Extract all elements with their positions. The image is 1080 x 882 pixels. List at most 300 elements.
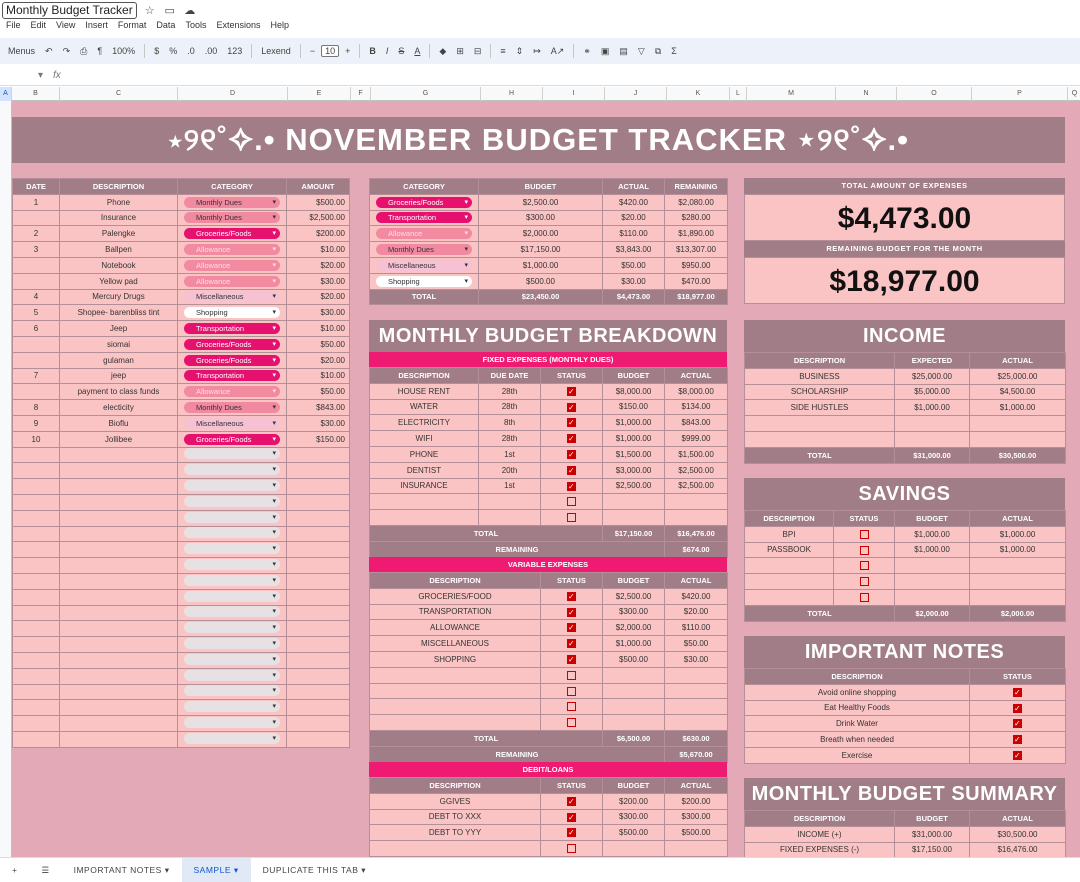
align-icon[interactable]: ≡ — [500, 46, 506, 56]
category-cell — [178, 415, 287, 431]
checked-checkbox[interactable] — [1013, 719, 1022, 728]
filter-icon[interactable]: ▽ — [637, 45, 645, 56]
menu-insert[interactable]: Insert — [85, 20, 108, 30]
category-dropdown[interactable] — [184, 717, 280, 728]
menu-edit[interactable]: Edit — [30, 20, 47, 30]
checked-checkbox[interactable] — [567, 608, 576, 617]
description-cell — [370, 841, 541, 857]
italic-icon[interactable]: I — [385, 46, 389, 56]
note-cell: Breath when needed — [745, 732, 970, 748]
date-cell — [13, 384, 60, 400]
actual-cell — [665, 494, 728, 510]
budget-cell: $1,500.00 — [603, 446, 665, 462]
due-date-cell: 1st — [479, 446, 541, 462]
category-cell — [178, 605, 287, 621]
checked-checkbox[interactable] — [567, 418, 576, 427]
date-cell — [13, 700, 60, 716]
remaining-cell: $470.00 — [665, 273, 728, 289]
variable-expenses-label: VARIABLE EXPENSES — [369, 557, 727, 572]
budget-cell: $300.00 — [603, 604, 665, 620]
description-cell: jeep — [60, 368, 178, 384]
strikethrough-icon[interactable]: S — [398, 46, 405, 56]
increase-font-icon[interactable]: + — [345, 46, 351, 56]
budget-cell — [603, 699, 665, 715]
column-header-b[interactable]: B — [12, 87, 60, 101]
table-row — [745, 416, 1066, 432]
filter-views-icon[interactable]: ⧉ — [654, 45, 662, 56]
category-dropdown[interactable] — [184, 543, 280, 554]
functions-icon[interactable]: Σ — [671, 46, 677, 56]
category-dropdown[interactable] — [184, 575, 280, 586]
amount-cell — [287, 652, 350, 668]
due-date-cell: 28th — [479, 431, 541, 447]
category-dropdown[interactable] — [184, 685, 280, 696]
table-row — [745, 842, 1066, 857]
table-row — [370, 841, 728, 857]
category-dropdown[interactable] — [184, 606, 280, 617]
table-row — [13, 684, 350, 700]
table-row — [370, 399, 728, 415]
add-sheet-icon[interactable]: + — [12, 864, 18, 875]
checked-checkbox[interactable] — [567, 450, 576, 459]
column-header-q[interactable]: Q — [1068, 87, 1080, 101]
table-row — [370, 478, 728, 494]
document-title[interactable]: Monthly Budget Tracker — [2, 2, 137, 19]
folder-icon[interactable]: ▭ — [164, 4, 175, 17]
column-header-e[interactable]: E — [288, 87, 351, 101]
category-dropdown[interactable]: Transportation ▾ — [184, 323, 280, 334]
table-row — [370, 194, 728, 210]
bold-icon[interactable]: B — [369, 46, 376, 56]
column-header-cell: DESCRIPTION — [745, 669, 970, 685]
description-cell — [60, 637, 178, 653]
table-row — [370, 793, 728, 809]
zoom-select[interactable]: 100% — [112, 46, 136, 56]
font-size-input[interactable]: 10 — [321, 45, 339, 57]
budget-cell: $500.00 — [479, 273, 603, 289]
category-dropdown[interactable]: Allowance ▾ — [184, 244, 280, 255]
category-dropdown[interactable]: Allowance ▾ — [184, 276, 280, 287]
category-dropdown[interactable]: Allowance ▾ — [376, 228, 472, 239]
actual-cell: $200.00 — [665, 793, 728, 809]
column-header-cell: ACTUAL — [970, 511, 1066, 527]
checked-checkbox[interactable] — [567, 639, 576, 648]
menu-extensions[interactable]: Extensions — [216, 20, 261, 30]
budget-cell: $2,000.00 — [479, 226, 603, 242]
actual-cell: $25,000.00 — [970, 368, 1066, 384]
table-row — [370, 651, 728, 667]
status-cell — [541, 431, 603, 447]
tab-sample[interactable]: SAMPLE ▾ — [182, 858, 251, 882]
category-dropdown[interactable] — [184, 670, 280, 681]
total-cell: TOTAL — [370, 289, 479, 305]
description-cell — [60, 447, 178, 463]
all-sheets-icon[interactable]: ☰ — [41, 864, 50, 875]
category-cell — [178, 368, 287, 384]
merge-cells-icon[interactable]: ⊟ — [473, 45, 482, 56]
column-header-a[interactable]: A — [0, 87, 12, 101]
category-dropdown[interactable]: Monthly Dues ▾ — [184, 402, 280, 413]
amount-cell — [287, 637, 350, 653]
category-cell — [178, 542, 287, 558]
table-row — [13, 336, 350, 352]
actual-cell — [970, 416, 1066, 432]
category-dropdown[interactable]: Transportation ▾ — [184, 370, 280, 381]
category-dropdown[interactable]: Groceries/Foods ▾ — [376, 197, 472, 208]
status-cell — [541, 604, 603, 620]
unchecked-checkbox[interactable] — [567, 718, 576, 727]
table-row — [13, 700, 350, 716]
description-cell — [60, 494, 178, 510]
status-cell — [541, 399, 603, 415]
column-header-cell: DESCRIPTION — [745, 811, 895, 827]
amount-cell: $150.00 — [287, 431, 350, 447]
description-cell: DENTIST — [370, 462, 479, 478]
notes-title: IMPORTANT NOTES — [744, 636, 1065, 668]
description-cell: MISCELLANEOUS — [370, 636, 541, 652]
budget-cell — [895, 574, 970, 590]
unchecked-checkbox[interactable] — [567, 702, 576, 711]
checked-checkbox[interactable] — [1013, 735, 1022, 744]
category-dropdown[interactable] — [184, 733, 280, 744]
actual-cell — [970, 558, 1066, 574]
column-header-cell: CATEGORY — [178, 179, 287, 195]
column-header-p[interactable]: P — [972, 87, 1068, 101]
description-cell — [745, 431, 895, 447]
redo-icon[interactable]: ↷ — [62, 45, 71, 56]
actual-cell: $1,000.00 — [970, 400, 1066, 416]
table-row — [745, 558, 1066, 574]
total-cell: $630.00 — [665, 730, 728, 746]
table-row — [370, 510, 728, 526]
column-header-n[interactable]: N — [836, 87, 897, 101]
date-cell — [13, 605, 60, 621]
font-select[interactable]: Lexend — [261, 46, 291, 56]
decrease-font-icon[interactable]: − — [309, 46, 316, 56]
category-dropdown[interactable]: Allowance ▾ — [184, 386, 280, 397]
menu-file[interactable]: File — [6, 20, 21, 30]
expected-cell: $5,000.00 — [895, 384, 970, 400]
date-cell — [13, 589, 60, 605]
checked-checkbox[interactable] — [567, 482, 576, 491]
total-cell: $17,150.00 — [603, 525, 665, 541]
table-row — [745, 684, 1066, 700]
description-cell: electicity — [60, 400, 178, 416]
menu-tools[interactable]: Tools — [185, 20, 207, 30]
status-cell — [541, 809, 603, 825]
column-header-cell: DESCRIPTION — [370, 778, 541, 794]
category-dropdown[interactable]: Allowance ▾ — [184, 260, 280, 271]
category-dropdown[interactable]: Transportation ▾ — [376, 212, 472, 223]
category-dropdown[interactable] — [184, 496, 280, 507]
number-format-button[interactable]: 123 — [227, 46, 243, 56]
unchecked-checkbox[interactable] — [567, 687, 576, 696]
text-color-icon[interactable]: A — [414, 46, 421, 56]
decrease-decimal-button[interactable]: .0 — [187, 46, 195, 56]
increase-decimal-button[interactable]: .00 — [204, 46, 218, 56]
due-date-cell: 8th — [479, 415, 541, 431]
column-header-cell: DESCRIPTION — [745, 353, 895, 369]
status-cell — [834, 574, 895, 590]
category-dropdown[interactable]: Monthly Dues ▾ — [184, 212, 280, 223]
checked-checkbox[interactable] — [567, 466, 576, 475]
amount-cell: $843.00 — [287, 400, 350, 416]
category-cell — [178, 668, 287, 684]
checked-checkbox[interactable] — [567, 434, 576, 443]
checked-checkbox[interactable] — [1013, 688, 1022, 697]
checked-checkbox[interactable] — [567, 592, 576, 601]
due-date-cell: 28th — [479, 399, 541, 415]
budget-cell — [603, 683, 665, 699]
budget-cell: $300.00 — [479, 210, 603, 226]
column-header-h[interactable]: H — [481, 87, 543, 101]
category-dropdown[interactable] — [184, 654, 280, 665]
description-cell — [60, 652, 178, 668]
column-header-cell: BUDGET — [603, 778, 665, 794]
column-header-cell: STATUS — [834, 511, 895, 527]
actual-cell: $134.00 — [665, 399, 728, 415]
total-cell: $2,000.00 — [895, 605, 970, 621]
amount-cell: $10.00 — [287, 242, 350, 258]
tab-duplicate-this-tab[interactable]: DUPLICATE THIS TAB ▾ — [262, 864, 367, 875]
category-dropdown[interactable] — [184, 559, 280, 570]
table-row — [13, 210, 350, 226]
column-header-cell: STATUS — [541, 573, 603, 589]
star-icon[interactable]: ☆ — [144, 4, 155, 17]
category-dropdown[interactable]: Groceries/Foods ▾ — [184, 434, 280, 445]
unchecked-checkbox[interactable] — [860, 546, 869, 555]
category-dropdown[interactable]: Shopping ▾ — [184, 307, 280, 318]
column-header-f[interactable]: F — [351, 87, 371, 101]
date-cell: 7 — [13, 368, 60, 384]
category-cell — [370, 257, 479, 273]
description-cell: GROCERIES/FOOD — [370, 588, 541, 604]
print-icon[interactable]: ⎙ — [80, 45, 88, 56]
description-cell: ALLOWANCE — [370, 620, 541, 636]
amount-cell — [287, 542, 350, 558]
description-cell: SIDE HUSTLES — [745, 400, 895, 416]
row-headers — [0, 101, 12, 857]
expected-cell: $1,000.00 — [895, 400, 970, 416]
description-cell — [60, 621, 178, 637]
checked-checkbox[interactable] — [567, 797, 576, 806]
unchecked-checkbox[interactable] — [567, 497, 576, 506]
budget-cell: $1,000.00 — [479, 257, 603, 273]
description-cell — [370, 699, 541, 715]
status-cell — [541, 715, 603, 731]
currency-format-button[interactable]: $ — [154, 46, 160, 56]
category-dropdown[interactable]: Monthly Dues ▾ — [184, 197, 280, 208]
table-row — [13, 510, 350, 526]
category-dropdown[interactable]: Groceries/Foods ▾ — [184, 228, 280, 239]
category-dropdown[interactable]: Miscellaneous ▾ — [184, 418, 280, 429]
text-rotate-icon[interactable]: A↗ — [550, 45, 565, 56]
table-row — [370, 636, 728, 652]
comment-icon[interactable]: ▣ — [600, 45, 610, 56]
total-row — [370, 525, 728, 541]
link-icon[interactable]: ⚭ — [583, 45, 591, 56]
column-header-cell: ACTUAL — [970, 811, 1066, 827]
checked-checkbox[interactable] — [567, 813, 576, 822]
undo-icon[interactable]: ↶ — [45, 45, 53, 56]
total-row — [370, 289, 728, 305]
description-cell: DEBT TO XXX — [370, 809, 541, 825]
checked-checkbox[interactable] — [567, 403, 576, 412]
description-cell: Shopee- barenbliss tint — [60, 305, 178, 321]
unchecked-checkbox[interactable] — [567, 513, 576, 522]
column-header-cell: STATUS — [541, 778, 603, 794]
checked-checkbox[interactable] — [1013, 751, 1022, 760]
category-dropdown[interactable] — [184, 701, 280, 712]
column-header-cell: EXPECTED — [895, 353, 970, 369]
category-dropdown[interactable]: Miscellaneous ▾ — [184, 291, 280, 302]
column-header-cell: BUDGET — [603, 368, 665, 384]
category-cell — [178, 336, 287, 352]
table-row — [745, 826, 1066, 842]
column-header-l[interactable]: L — [730, 87, 747, 101]
actual-cell: $20.00 — [665, 604, 728, 620]
description-cell: Jollibee — [60, 431, 178, 447]
column-header-cell: DESCRIPTION — [370, 368, 479, 384]
remaining-cell: $2,080.00 — [665, 194, 728, 210]
category-cell — [178, 289, 287, 305]
remaining-cell: $5,670.00 — [665, 746, 728, 762]
category-dropdown[interactable] — [184, 527, 280, 538]
column-header-i[interactable]: I — [543, 87, 605, 101]
checked-checkbox[interactable] — [567, 387, 576, 396]
unchecked-checkbox[interactable] — [567, 671, 576, 680]
category-dropdown[interactable] — [184, 480, 280, 491]
unchecked-checkbox[interactable] — [860, 561, 869, 570]
description-cell — [370, 683, 541, 699]
chart-icon[interactable]: ▤ — [619, 45, 628, 56]
unchecked-checkbox[interactable] — [860, 577, 869, 586]
column-header-cell: ACTUAL — [665, 368, 728, 384]
budget-cell: $1,000.00 — [895, 542, 970, 558]
fixed-expenses-label: FIXED EXPENSES (MONTHLY DUES) — [369, 352, 727, 367]
column-header-c[interactable]: C — [60, 87, 178, 101]
category-dropdown[interactable]: Monthly Dues ▾ — [376, 244, 472, 255]
category-dropdown[interactable]: Miscellaneous ▾ — [376, 260, 472, 271]
table-row — [13, 194, 350, 210]
column-header-cell: DESCRIPTION — [745, 511, 834, 527]
date-cell: 10 — [13, 431, 60, 447]
table-row — [13, 526, 350, 542]
text-wrap-icon[interactable]: ↦ — [533, 45, 541, 56]
menu-format[interactable]: Format — [117, 20, 147, 30]
category-dropdown[interactable]: Groceries/Foods ▾ — [184, 355, 280, 366]
description-cell — [60, 479, 178, 495]
category-dropdown[interactable] — [184, 591, 280, 602]
table-row — [370, 699, 728, 715]
description-cell: WATER — [370, 399, 479, 415]
column-header-m[interactable]: M — [747, 87, 836, 101]
actual-cell: $16,476.00 — [970, 842, 1066, 857]
category-dropdown[interactable] — [184, 448, 280, 459]
amount-cell — [287, 526, 350, 542]
column-header-g[interactable]: G — [371, 87, 481, 101]
total-row — [370, 730, 728, 746]
amount-cell — [287, 731, 350, 747]
table-row — [13, 716, 350, 732]
unchecked-checkbox[interactable] — [860, 593, 869, 602]
checked-checkbox[interactable] — [567, 828, 576, 837]
checked-checkbox[interactable] — [567, 655, 576, 664]
description-cell: gulaman — [60, 352, 178, 368]
fixed-expenses-table — [369, 367, 728, 558]
column-header-j[interactable]: J — [605, 87, 667, 101]
unchecked-checkbox[interactable] — [567, 844, 576, 853]
category-cell — [178, 352, 287, 368]
vertical-align-icon[interactable]: ⇕ — [515, 45, 524, 56]
table-row — [13, 257, 350, 273]
column-header-cell: ACTUAL — [970, 353, 1066, 369]
name-box-dropdown-icon[interactable]: ▾ — [38, 70, 44, 81]
category-dropdown[interactable] — [184, 638, 280, 649]
remaining-label: REMAINING — [370, 746, 665, 762]
category-dropdown[interactable] — [184, 512, 280, 523]
description-cell — [60, 542, 178, 558]
remaining-cell: $280.00 — [665, 210, 728, 226]
column-header-k[interactable]: K — [667, 87, 730, 101]
description-cell: SCHOLARSHIP — [745, 384, 895, 400]
category-cell — [370, 273, 479, 289]
menu-view[interactable]: View — [56, 20, 76, 30]
column-header-cell: BUDGET — [603, 573, 665, 589]
amount-cell: $10.00 — [287, 321, 350, 337]
tab-important-notes[interactable]: IMPORTANT NOTES ▾ — [73, 864, 170, 875]
unchecked-checkbox[interactable] — [860, 530, 869, 539]
table-row — [745, 542, 1066, 558]
category-dropdown[interactable]: Groceries/Foods ▾ — [184, 339, 280, 350]
toolbar-divider — [251, 44, 252, 58]
column-header-o[interactable]: O — [897, 87, 972, 101]
borders-icon[interactable]: ⊞ — [456, 45, 464, 56]
budget-cell: $3,000.00 — [603, 462, 665, 478]
category-cell — [370, 210, 479, 226]
paint-format-icon[interactable]: ¶ — [97, 46, 103, 56]
checked-checkbox[interactable] — [1013, 704, 1022, 713]
actual-cell — [665, 699, 728, 715]
date-cell — [13, 637, 60, 653]
percent-format-button[interactable]: % — [169, 46, 178, 56]
description-cell: GGIVES — [370, 793, 541, 809]
column-header-cell: ACTUAL — [603, 179, 665, 195]
category-dropdown[interactable]: Shopping ▾ — [376, 276, 472, 287]
category-cell — [178, 716, 287, 732]
budget-cell: $500.00 — [603, 651, 665, 667]
category-dropdown[interactable] — [184, 622, 280, 633]
fill-color-icon[interactable]: ◆ — [439, 45, 447, 56]
checked-checkbox[interactable] — [567, 623, 576, 632]
actual-cell — [665, 667, 728, 683]
table-row — [370, 383, 728, 399]
description-cell — [370, 715, 541, 731]
expected-cell — [895, 416, 970, 432]
category-cell — [178, 242, 287, 258]
date-cell — [13, 731, 60, 747]
menu-help[interactable]: Help — [270, 20, 289, 30]
category-dropdown[interactable] — [184, 464, 280, 475]
status-cell — [541, 683, 603, 699]
toolbar-divider — [429, 44, 430, 58]
menus-button[interactable]: Menus — [8, 46, 36, 56]
description-cell: FIXED EXPENSES (-) — [745, 842, 895, 857]
cloud-icon[interactable]: ☁ — [184, 4, 196, 17]
column-header-d[interactable]: D — [178, 87, 288, 101]
description-cell — [745, 589, 834, 605]
menu-data[interactable]: Data — [156, 20, 176, 30]
